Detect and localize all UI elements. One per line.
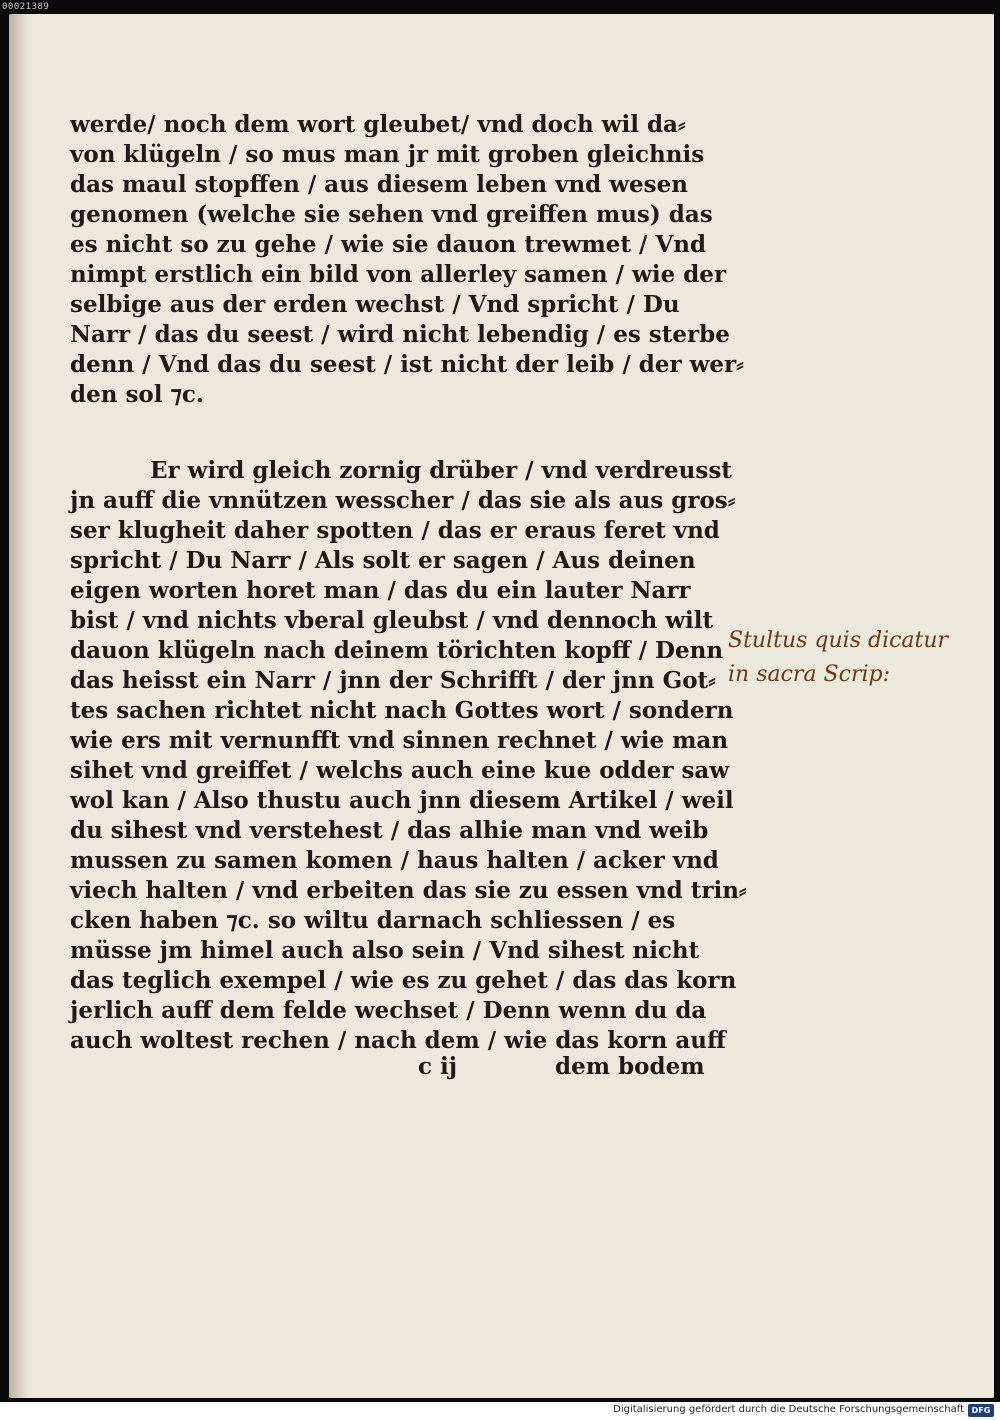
text-line: das maul stopffen / aus diesem leben vnd wesen <box>70 171 688 198</box>
text-line: ser klugheit daher spotten / das er eraus feret vnd <box>70 517 720 544</box>
page-gutter-shadow <box>9 14 29 1398</box>
text-line: wol kan / Also thustu auch jnn diesem Artikel / weil <box>70 787 734 814</box>
text-line: es nicht so zu gehe / wie sie dauon trewmet / Vnd <box>70 231 707 258</box>
text-line: den sol ⁊c. <box>70 381 204 408</box>
text-line: werde/ noch dem wort gleubet/ vnd doch wil da⸗ <box>70 111 686 138</box>
text-line: bist / vnd nichts vberal gleubst / vnd dennoch wilt <box>70 607 714 634</box>
marginal-note-line: Stultus quis dicatur <box>728 628 949 653</box>
text-line: eigen worten horet man / das du ein lauter Narr <box>70 577 691 604</box>
text-line: viech halten / vnd erbeiten das sie zu essen vnd trin⸗ <box>70 877 747 904</box>
scan-id: 00021389 <box>2 2 50 12</box>
dfg-logo: DFG <box>968 1404 994 1417</box>
paragraph-gap <box>70 410 720 456</box>
text-line: Narr / das du seest / wird nicht lebendig / es sterbe <box>70 321 730 348</box>
text-line: dauon klügeln nach deinem törichten kopff / Denn <box>70 637 724 664</box>
text-line: tes sachen richtet nicht nach Gottes wort / sondern <box>70 697 734 724</box>
text-line: du sihest vnd verstehest / das alhie man vnd weib <box>70 817 709 844</box>
catchword: dem bodem <box>555 1053 705 1080</box>
marginal-note-line: in sacra Scrip: <box>728 662 890 687</box>
text-line: mussen zu samen komen / haus halten / acker vnd <box>70 847 719 874</box>
text-line: jn auff die vnnützen wesscher / das sie als aus gros⸗ <box>70 487 736 514</box>
text-line: wie ers mit vernunfft vnd sinnen rechnet / wie man <box>70 727 729 754</box>
text-line: cken haben ⁊c. so wiltu darnach schliessen / es <box>70 907 676 934</box>
text-line: jerlich auff dem felde wechset / Denn wenn du da <box>70 997 707 1024</box>
text-line: spricht / Du Narr / Als solt er sagen / Aus deinen <box>70 547 696 574</box>
text-line: sihet vnd greiffet / welchs auch eine kue odder saw <box>70 757 730 784</box>
funding-credit: Digitalisierung gefördert durch die Deutsche Forschungsgemeinschaft <box>613 1404 964 1415</box>
text-line: das heisst ein Narr / jnn der Schrifft / der jnn Got⸗ <box>70 667 716 694</box>
text-line: müsse jm himel auch also sein / Vnd sihest nicht <box>70 937 700 964</box>
text-line: auch woltest rechen / nach dem / wie das korn auff <box>70 1027 726 1054</box>
marginal-note <box>728 624 968 692</box>
text-line: nimpt erstlich ein bild von allerley samen / wie der <box>70 261 727 288</box>
text-line: das teglich exempel / wie es zu gehet / das das korn <box>70 967 737 994</box>
text-line: genomen (welche sie sehen vnd greiffen mus) das <box>70 201 713 228</box>
text-line: von klügeln / so mus man jr mit groben gleichnis <box>70 141 705 168</box>
text-line: selbige aus der erden wechst / Vnd spricht / Du <box>70 291 680 318</box>
text-line: denn / Vnd das du seest / ist nicht der leib / der wer⸗ <box>70 351 744 378</box>
signature-mark: c ij <box>418 1053 458 1080</box>
text-line: Er wird gleich zornig drüber / vnd verdreusst <box>150 457 732 484</box>
page-text <box>70 110 747 1056</box>
